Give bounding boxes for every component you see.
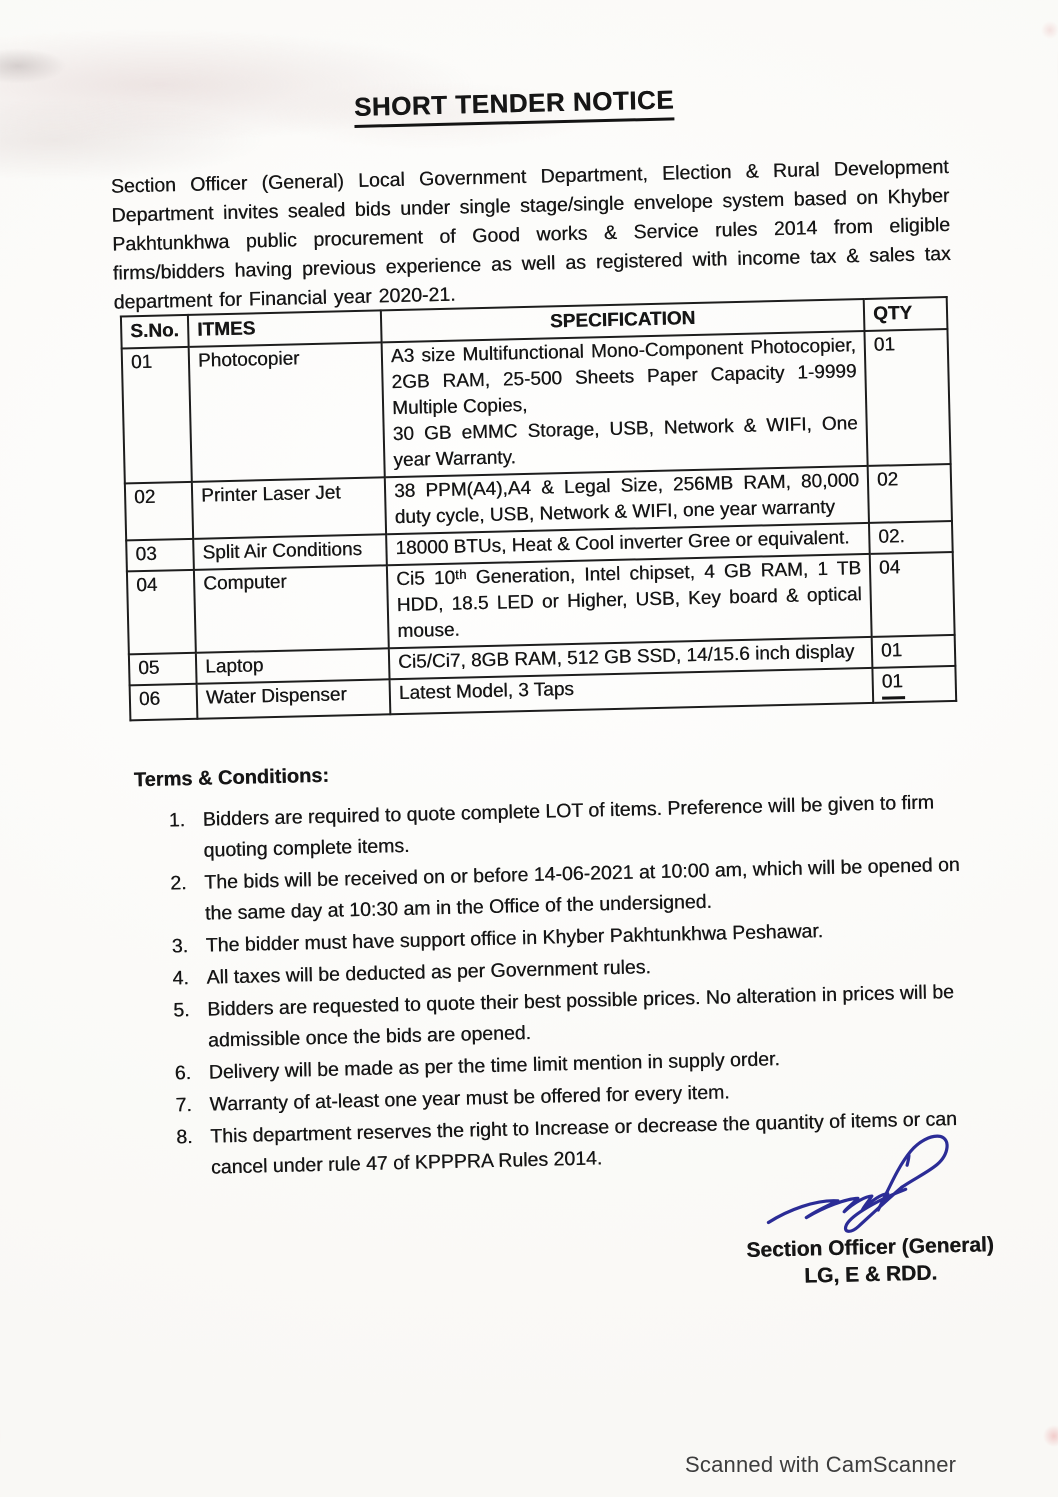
sno-cell: 04 (127, 570, 196, 655)
sno-cell: 02 (125, 482, 193, 541)
col-header-items: ITMES (188, 310, 382, 347)
term-text: Delivery will be made as per the time limit mention in supply order. (208, 1048, 781, 1084)
term-text: All taxes will be deducted as per Government rules. (206, 956, 652, 989)
terms-section (134, 749, 986, 1186)
signatory-title: Section Officer (General) (746, 1233, 994, 1263)
term-text: The bids will be received on or before 14-06-2021 at 10:00 am, which will be opened on the same day at 10:30 am in the Office of the undersigned. (204, 853, 960, 925)
sno-cell: 05 (129, 653, 197, 686)
term-number: 7. (175, 1094, 193, 1117)
qty-cell: 04 (870, 552, 955, 637)
item-cell: Water Dispenser (197, 679, 391, 719)
page-title: SHORT TENDER NOTICE (354, 84, 675, 128)
term-number: 4. (172, 967, 190, 990)
term-number: 2. (170, 872, 187, 895)
term-text: Bidders are requested to quote their best possible prices. No alteration in prices will be admissible once the bids are opened. (207, 981, 955, 1052)
qty-cell: 02 (868, 464, 952, 523)
items-table (120, 296, 957, 721)
spec-cell: Latest Model, 3 Taps (390, 668, 874, 714)
spec-cell: 18000 BTUs, Heat & Cool inverter Gree or equivalent. (386, 523, 870, 565)
term-text: Warranty of at-least one year must be offered for every item. (209, 1081, 730, 1116)
term-number: 1. (168, 809, 186, 832)
item-cell: Laptop (196, 648, 390, 684)
item-cell: Printer Laser Jet (192, 477, 386, 539)
item-cell: Split Air Conditions (193, 534, 387, 570)
qty-cell: 01 (864, 329, 950, 466)
qty-cell: 01 (872, 635, 956, 668)
spec-cell: Ci5 10ᵗʰ Generation, Intel chipset, 4 GB RAM, 1 TB HDD, 18.5 LED or Higher, USB, Key board & optical mouse. (387, 554, 872, 648)
term-text: The bidder must have support office in Khyber Pakhtunkhwa Peshawar. (205, 920, 824, 957)
spec-cell: A3 size Multifunctional Mono-Component Photocopier, 2GB RAM, 25-500 Sheets Paper Capacity 1-9999 Multiple Copies, 30 GB eMMC Storage, USB, Network & WIFI, One year Warranty. (382, 331, 868, 477)
intro-paragraph: Section Officer (General) Local Government Department, Election & Rural Development Department invites sealed bids under single stage/single envelope system based on Khyber Pakhtunkhwa public procurement of Good works & Service rules 2014 from eligible firms/bidders having previous experience as well as registered with income tax & sales tax department for Financial year 2020-21. (110, 155, 951, 314)
item-cell: Photocopier (189, 342, 385, 482)
spec-cell: 38 PPM(A4),A4 & Legal Size, 256MB RAM, 80,000 duty cycle, USB, Network & WIFI, one year warranty (385, 466, 869, 534)
terms-heading: Terms & Conditions: (133, 764, 330, 792)
spec-cell: Ci5/Ci7, 8GB RAM, 512 GB SSD, 14/15.6 inch display (389, 637, 873, 679)
document-header (0, 76, 1043, 137)
table-row (122, 329, 951, 483)
qty-cell: 02. (869, 521, 953, 554)
item-cell: Computer (194, 565, 389, 653)
term-number: 6. (174, 1062, 192, 1085)
sno-cell: 06 (130, 684, 198, 721)
camscanner-watermark: Scanned with CamScanner (685, 1452, 957, 1477)
col-header-sno: S.No. (121, 315, 189, 349)
sno-cell: 01 (122, 347, 192, 484)
term-number: 8. (176, 1126, 193, 1149)
term-text: Bidders are required to quote complete LOT of items. Preference will be given to firm quoting complete items. (202, 791, 935, 862)
term-text: This department reserves the right to Increase or decrease the quantity of items or can cancel under rule 47 of KPPPRA Rules 2014. (209, 1108, 958, 1179)
qty-value-underlined: 01 (881, 669, 905, 700)
sno-cell: 03 (126, 539, 194, 572)
col-header-qty: QTY (864, 297, 948, 331)
term-number: 3. (171, 935, 189, 958)
signatory-department: LG, E & RDD. (803, 1261, 938, 1288)
col-header-specification: SPECIFICATION (381, 299, 865, 342)
signature-block (737, 1125, 1001, 1291)
qty-cell (872, 666, 956, 703)
term-number: 5. (173, 999, 190, 1022)
